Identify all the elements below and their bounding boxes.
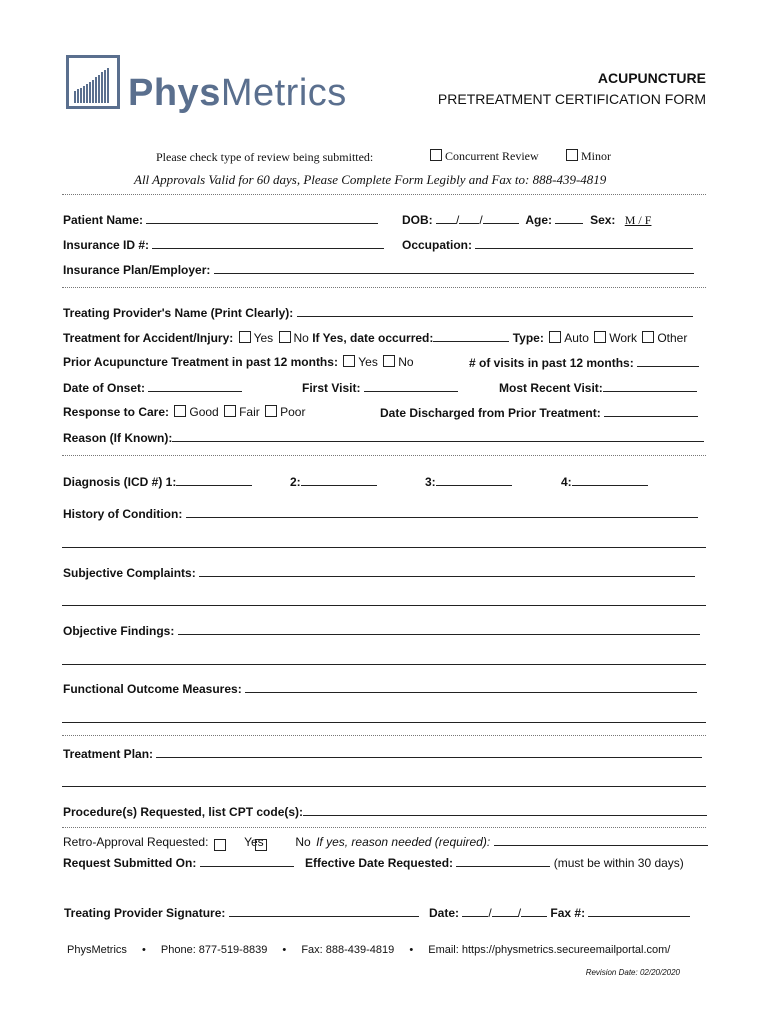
- brand-name-bold: Phys: [128, 72, 221, 114]
- response-label: Response to Care:: [63, 405, 170, 419]
- diagnosis-2-field[interactable]: [301, 474, 377, 486]
- recent-visit-label: Most Recent Visit:: [499, 381, 603, 395]
- subjective-field-line[interactable]: [62, 605, 706, 606]
- concurrent-review-label: Concurrent Review: [445, 149, 539, 163]
- provider-name-field[interactable]: [297, 305, 693, 317]
- fax-number-field[interactable]: [588, 905, 690, 917]
- type-work-label: Work: [609, 331, 637, 345]
- diagnosis-3-label: 3:: [425, 475, 436, 489]
- signature-field[interactable]: [229, 905, 419, 917]
- fax-number-label: Fax #:: [550, 906, 586, 920]
- first-visit-field[interactable]: [364, 380, 458, 392]
- onset-field[interactable]: [148, 380, 242, 392]
- signature-date-year[interactable]: [521, 905, 547, 917]
- retro-no-checkbox[interactable]: [255, 839, 267, 851]
- history-field-line[interactable]: [62, 547, 706, 548]
- type-auto-checkbox[interactable]: [549, 331, 561, 343]
- accident-yes-checkbox[interactable]: [239, 331, 251, 343]
- footer-email[interactable]: Email: https://physmetrics.secureemailportal.com/: [428, 944, 671, 956]
- treatment-plan-label: Treatment Plan:: [63, 747, 154, 761]
- form-subtitle: PRETREATMENT CERTIFICATION FORM: [437, 91, 706, 107]
- dob-separator: /: [479, 213, 483, 227]
- visits-field[interactable]: [637, 355, 699, 367]
- retro-no-label: No: [295, 835, 311, 849]
- history-field[interactable]: [186, 506, 698, 518]
- age-label: Age:: [525, 213, 553, 227]
- prior-yes-checkbox[interactable]: [343, 355, 355, 367]
- occupation-label: Occupation:: [402, 238, 473, 252]
- functional-field-line[interactable]: [62, 722, 706, 723]
- first-visit-label: First Visit:: [302, 381, 361, 395]
- insurance-plan-label: Insurance Plan/Employer:: [63, 263, 211, 277]
- response-good-label: Good: [189, 405, 219, 419]
- submitted-on-field[interactable]: [200, 855, 294, 867]
- prior-no-label: No: [398, 355, 414, 369]
- subjective-field[interactable]: [199, 565, 695, 577]
- diagnosis-4-label: 4:: [561, 475, 572, 489]
- accident-date-field[interactable]: [433, 330, 509, 342]
- diagnosis-2-label: 2:: [290, 475, 301, 489]
- divider: [62, 194, 706, 195]
- visits-label: # of visits in past 12 months:: [469, 356, 634, 370]
- objective-label: Objective Findings:: [63, 624, 175, 638]
- treatment-plan-field[interactable]: [156, 746, 702, 758]
- effective-date-label: Effective Date Requested:: [305, 856, 454, 870]
- onset-label: Date of Onset:: [63, 381, 146, 395]
- signature-date-month[interactable]: [462, 905, 488, 917]
- discharged-field[interactable]: [604, 405, 698, 417]
- response-good-checkbox[interactable]: [174, 405, 186, 417]
- objective-field-line[interactable]: [62, 664, 706, 665]
- within-30-days-note: (must be within 30 days): [553, 856, 684, 870]
- response-fair-label: Fair: [239, 405, 260, 419]
- divider: [62, 827, 706, 828]
- functional-label: Functional Outcome Measures:: [63, 682, 242, 696]
- review-prompt: Please check type of review being submitted:: [156, 150, 374, 164]
- footer-bullet: •: [141, 944, 146, 956]
- procedures-label: Procedure(s) Requested, list CPT code(s):: [63, 805, 304, 819]
- reason-label: Reason (If Known):: [63, 431, 173, 445]
- accident-no-checkbox[interactable]: [279, 331, 291, 343]
- retro-yes-label: Yes: [244, 835, 264, 849]
- patient-name-field[interactable]: [146, 212, 378, 224]
- treatment-plan-field-line[interactable]: [62, 786, 706, 787]
- accident-no-label: No: [293, 331, 309, 345]
- response-poor-label: Poor: [280, 405, 306, 419]
- history-label: History of Condition:: [63, 507, 183, 521]
- footer-bullet: •: [409, 944, 414, 956]
- footer-fax: Fax: 888-439-4819: [301, 944, 395, 956]
- signature-label: Treating Provider Signature:: [64, 906, 226, 920]
- type-work-checkbox[interactable]: [594, 331, 606, 343]
- insurance-id-label: Insurance ID #:: [63, 238, 150, 252]
- concurrent-review-checkbox[interactable]: [430, 149, 442, 161]
- insurance-id-field[interactable]: [152, 237, 384, 249]
- discharged-label: Date Discharged from Prior Treatment:: [380, 406, 601, 420]
- divider: [62, 287, 706, 288]
- date-separator: /: [517, 906, 522, 920]
- diagnosis-4-field[interactable]: [572, 474, 648, 486]
- age-field[interactable]: [555, 212, 583, 224]
- type-auto-label: Auto: [564, 331, 589, 345]
- procedures-field[interactable]: [303, 804, 707, 816]
- effective-date-field[interactable]: [456, 855, 550, 867]
- retro-label: Retro-Approval Requested:: [63, 835, 209, 849]
- diagnosis-3-field[interactable]: [436, 474, 512, 486]
- prior-no-checkbox[interactable]: [383, 355, 395, 367]
- prior-yes-label: Yes: [358, 355, 378, 369]
- diagnosis-1-field[interactable]: [176, 474, 252, 486]
- type-other-label: Other: [657, 331, 688, 345]
- type-other-checkbox[interactable]: [642, 331, 654, 343]
- submitted-on-label: Request Submitted On:: [63, 856, 197, 870]
- dob-separator: /: [456, 213, 460, 227]
- prior-treatment-label: Prior Acupuncture Treatment in past 12 months:: [63, 355, 338, 369]
- validity-notice: All Approvals Valid for 60 days, Please Complete Form Legibly and Fax to: 888-439-4819: [134, 172, 607, 187]
- response-fair-checkbox[interactable]: [224, 405, 236, 417]
- divider: [62, 735, 706, 736]
- signature-date-label: Date:: [429, 906, 460, 920]
- divider: [62, 455, 706, 456]
- dob-month-field[interactable]: [436, 212, 456, 224]
- recent-visit-field[interactable]: [603, 380, 697, 392]
- sex-label: Sex:: [590, 213, 616, 227]
- minor-review-checkbox[interactable]: [566, 149, 578, 161]
- functional-field[interactable]: [245, 681, 697, 693]
- patient-name-label: Patient Name:: [63, 213, 144, 227]
- minor-review-label: Minor: [581, 149, 611, 163]
- dob-year-field[interactable]: [483, 212, 519, 224]
- brand-name-light: Metrics: [220, 72, 347, 114]
- type-label: Type:: [512, 331, 544, 345]
- dob-day-field[interactable]: [459, 212, 479, 224]
- sex-field[interactable]: M / F: [624, 213, 652, 227]
- retro-reason-field[interactable]: [494, 834, 708, 846]
- provider-name-label: Treating Provider's Name (Print Clearly):: [63, 306, 294, 320]
- footer-phone: Phone: 877-519-8839: [160, 944, 268, 956]
- retro-reason-label: If yes, reason needed (required):: [316, 835, 491, 849]
- signature-date-day[interactable]: [492, 905, 518, 917]
- form-title: ACUPUNCTURE: [597, 70, 706, 86]
- accident-date-label: If Yes, date occurred:: [312, 331, 434, 345]
- reason-field[interactable]: [172, 430, 704, 442]
- occupation-field[interactable]: [475, 237, 693, 249]
- accident-yes-label: Yes: [253, 331, 274, 345]
- response-poor-checkbox[interactable]: [265, 405, 277, 417]
- footer-bullet: •: [282, 944, 287, 956]
- accident-label: Treatment for Accident/Injury:: [63, 331, 234, 345]
- objective-field[interactable]: [178, 623, 700, 635]
- date-separator: /: [488, 906, 492, 920]
- insurance-plan-field[interactable]: [214, 262, 694, 274]
- revision-date: Revision Date: 02/20/2020: [585, 968, 680, 977]
- diagnosis-1-label: Diagnosis (ICD #) 1:: [63, 475, 177, 489]
- footer-company: PhysMetrics: [67, 944, 127, 956]
- dob-label: DOB:: [402, 213, 433, 227]
- subjective-label: Subjective Complaints:: [63, 566, 196, 580]
- retro-yes-checkbox[interactable]: [214, 839, 226, 851]
- logo-mark-icon: [66, 55, 120, 109]
